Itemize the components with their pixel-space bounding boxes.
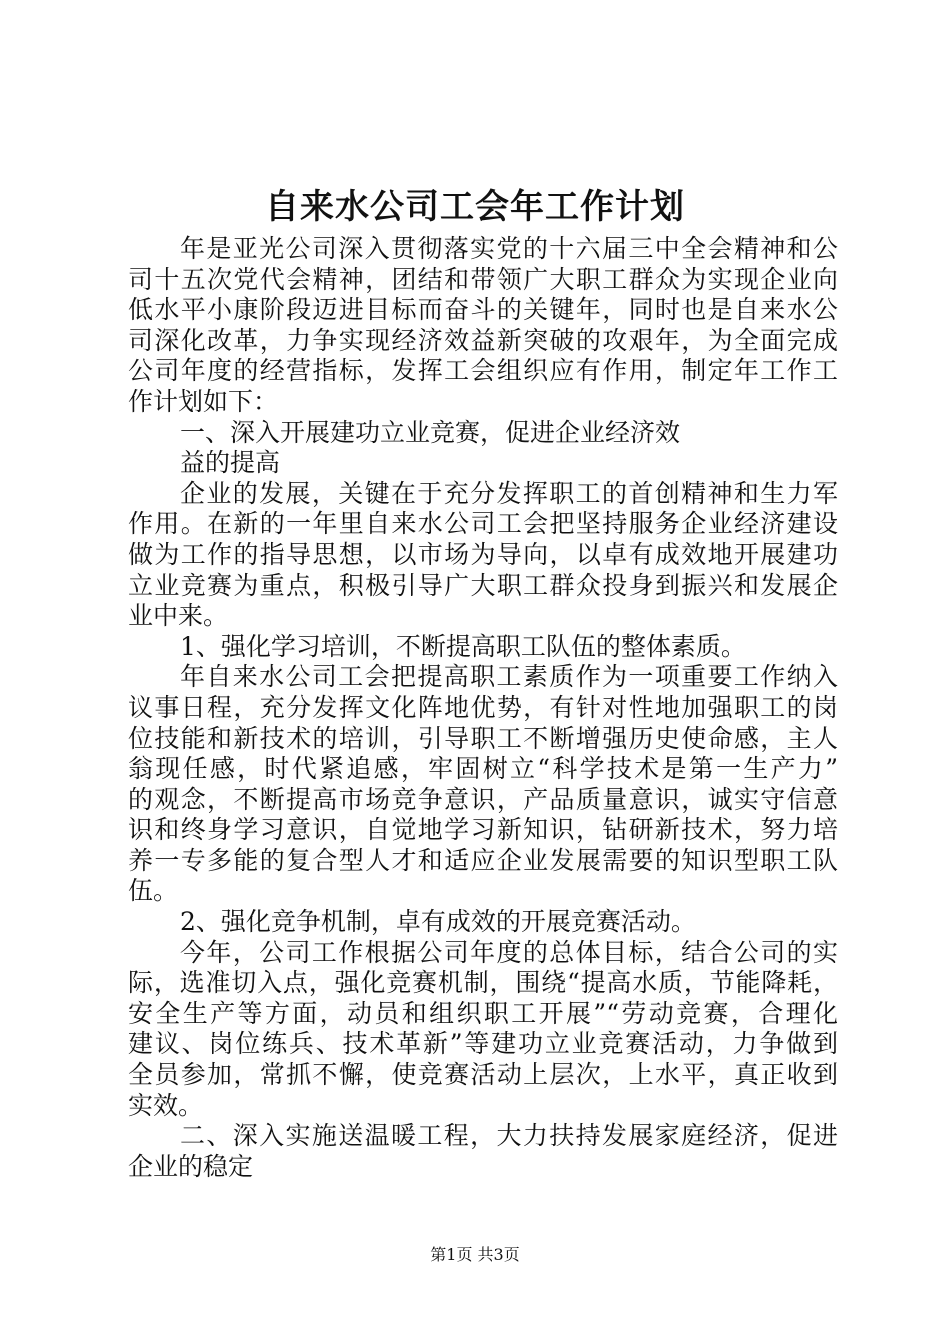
paragraph-line: 全员参加，常抓不懈，使竞赛活动上层次，上水平，真正收到 <box>128 1060 838 1090</box>
paragraph-line: 养一专多能的复合型人才和适应企业发展需要的知识型职工队 <box>128 845 838 875</box>
paragraph-line: 低水平小康阶段迈进目标而奋斗的关键年，同时也是自来水公 <box>128 295 838 325</box>
paragraph-line: 建议、岗位练兵、技术革新”等建功立业竞赛活动，力争做到 <box>128 1029 838 1059</box>
paragraph-line: 的观念，不断提高市场竞争意识，产品质量意识，诚实守信意 <box>128 784 838 814</box>
paragraph-line: 年是亚光公司深入贯彻落实党的十六届三中全会精神和公 <box>180 234 838 263</box>
subsection-heading: 1、强化学习培训，不断提高职工队伍的整体素质。 <box>180 631 746 661</box>
paragraph-line: 年自来水公司工会把提高职工素质作为一项重要工作纳入 <box>180 662 838 692</box>
paragraph-line: 企业的发展，关键在于充分发挥职工的首创精神和生力军 <box>180 478 838 508</box>
section-heading: 企业的稳定 <box>128 1151 254 1181</box>
subsection-heading: 2、强化竞争机制，卓有成效的开展竞赛活动。 <box>180 907 696 937</box>
paragraph-line: 立业竞赛为重点，积极引导广大职工群众投身到振兴和发展企 <box>128 570 838 600</box>
paragraph-line: 议事日程，充分发挥文化阵地优势，有针对性地加强职工的岗 <box>128 692 838 722</box>
paragraph-line: 司深化改革，力争实现经济效益新突破的攻艰年，为全面完成 <box>128 325 838 355</box>
paragraph-line: 公司年度的经营指标，发挥工会组织应有作用，制定年工作工 <box>128 356 838 386</box>
paragraph-line: 司十五次党代会精神，团结和带领广大职工群众为实现企业向 <box>128 264 838 294</box>
section-heading: 益的提高 <box>180 448 281 478</box>
section-heading: 二、深入实施送温暖工程，大力扶持发展家庭经济，促进 <box>180 1121 838 1151</box>
paragraph-line: 今年，公司工作根据公司年度的总体目标，结合公司的实 <box>180 937 838 967</box>
paragraph-line: 作用。在新的一年里自来水公司工会把坚持服务企业经济建设 <box>128 509 838 539</box>
paragraph-line: 识和终身学习意识，自觉地学习新知识，钻研新技术，努力培 <box>128 815 838 845</box>
paragraph-line: 位技能和新技术的培训，引导职工不断增强历史使命感，主人 <box>128 723 838 753</box>
paragraph-line: 伍。 <box>128 876 179 906</box>
paragraph-line: 做为工作的指导思想，以市场为导向，以卓有成效地开展建功 <box>128 539 838 569</box>
paragraph-line: 实效。 <box>128 1090 204 1120</box>
section-heading: 一、深入开展建功立业竞赛，促进企业经济效 <box>180 417 681 447</box>
paragraph-line: 业中来。 <box>128 601 229 631</box>
paragraph-line: 际，选准切入点，强化竞赛机制，围绕“提高水质，节能降耗， <box>128 968 838 998</box>
paragraph-line: 翁现任感，时代紧追感，牢固树立“科学技术是第一生产力” <box>128 754 838 784</box>
document-body <box>128 234 838 1182</box>
document-title: 自来水公司工会年工作计划 <box>265 187 685 227</box>
page-footer: 第1页 共3页 <box>430 1245 520 1264</box>
paragraph-line: 作计划如下： <box>128 386 279 416</box>
paragraph-line: 安全生产等方面，动员和组织职工开展”“劳动竞赛，合理化 <box>128 998 838 1028</box>
